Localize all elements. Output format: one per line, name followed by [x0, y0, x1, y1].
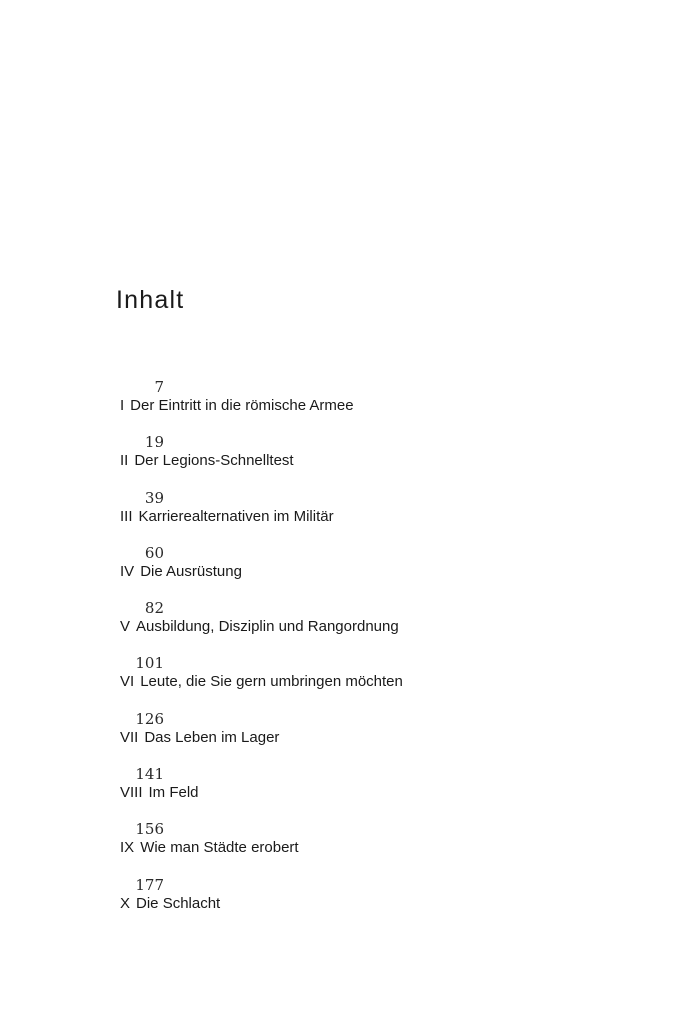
toc-chapter-title: Der Eintritt in die römische Armee [130, 397, 354, 414]
toc-entry-7[interactable] [120, 710, 640, 765]
toc-chapter-title: Ausbildung, Disziplin und Rangordnung [136, 618, 399, 636]
toc-entry-9[interactable] [120, 820, 640, 875]
toc-chapter-numeral: IX [120, 839, 135, 857]
toc-entry-5[interactable] [120, 599, 640, 654]
toc-page-number: 101 [135, 654, 164, 673]
toc-chapter-numeral: II [120, 452, 129, 470]
toc-chapter-numeral: VI [120, 673, 135, 691]
toc-page-number: 19 [144, 433, 164, 452]
toc-chapter-numeral: VIII [120, 784, 143, 802]
toc-chapter-title: Die Schlacht [136, 894, 221, 912]
table-of-contents [120, 378, 640, 931]
toc-entry-3[interactable] [120, 489, 640, 544]
toc-chapter-numeral: I [120, 397, 125, 414]
toc-chapter-title: Leute, die Sie gern umbringen möchten [140, 673, 403, 691]
toc-chapter-numeral: VII [120, 728, 139, 746]
toc-entry-1[interactable] [120, 378, 640, 433]
toc-entry-4[interactable] [120, 544, 640, 599]
toc-chapter-line [120, 563, 242, 580]
toc-page-number: 39 [144, 488, 164, 507]
toc-page-number: 60 [144, 543, 164, 562]
toc-page-number: 141 [135, 765, 164, 784]
toc-chapter-title: Karrierealternativen im Militär [138, 507, 334, 525]
toc-chapter-line [120, 673, 403, 690]
toc-page-number: 126 [135, 709, 164, 728]
toc-chapter-title: Im Feld [148, 784, 199, 802]
toc-chapter-line [120, 729, 279, 746]
toc-chapter-numeral: III [120, 507, 133, 525]
toc-page-number: 156 [135, 820, 164, 839]
toc-chapter-title: Die Ausrüstung [140, 562, 242, 580]
toc-chapter-line [120, 839, 299, 856]
page-title: Inhalt [116, 286, 185, 314]
toc-page-number: 82 [144, 599, 164, 618]
toc-chapter-line [120, 397, 354, 414]
toc-chapter-line [120, 618, 399, 635]
toc-chapter-title: Das Leben im Lager [144, 728, 280, 746]
toc-chapter-numeral: X [120, 894, 131, 912]
toc-entry-8[interactable] [120, 765, 640, 820]
toc-page-number: 177 [135, 875, 164, 894]
toc-chapter-numeral: V [120, 618, 131, 636]
toc-chapter-title: Der Legions-Schnelltest [134, 452, 294, 470]
toc-chapter-numeral: IV [120, 562, 135, 580]
toc-entry-10[interactable] [120, 876, 640, 931]
toc-chapter-line [120, 452, 294, 469]
toc-chapter-line [120, 895, 220, 912]
toc-chapter-line [120, 784, 199, 801]
toc-entry-6[interactable] [120, 654, 640, 709]
toc-page-number: 7 [154, 378, 164, 396]
toc-chapter-line [120, 508, 334, 525]
toc-entry-2[interactable] [120, 433, 640, 488]
toc-chapter-title: Wie man Städte erobert [140, 839, 299, 857]
